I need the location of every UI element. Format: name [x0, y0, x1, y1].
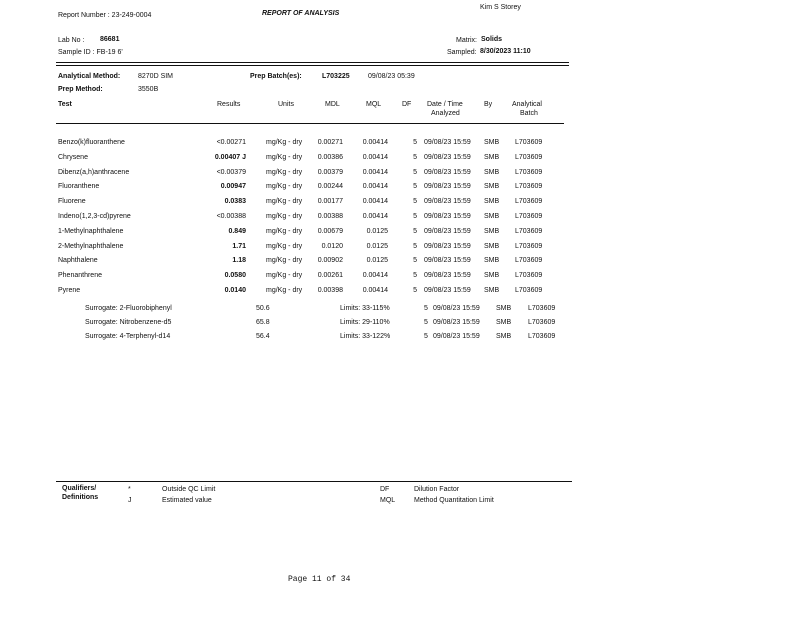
cell-result: 0.00407 J	[214, 153, 246, 161]
cell-units: mg/Kg - dry	[266, 183, 303, 191]
definition-desc: Dilution Factor	[414, 486, 460, 493]
cell-result: <0.00271	[216, 139, 246, 146]
col-df: DF	[402, 101, 412, 108]
prep-batch-date: 09/08/23 05:39	[368, 73, 415, 80]
surrogate-date: 09/08/23 15:59	[433, 333, 480, 340]
cell-units: mg/Kg - dry	[266, 168, 303, 176]
cell-mql: 0.00414	[362, 213, 388, 220]
cell-test: 2-Methylnaphthalene	[58, 242, 124, 250]
cell-units: mg/Kg - dry	[266, 242, 303, 250]
cell-batch: L703609	[515, 153, 543, 161]
cell-mql: 0.00414	[362, 272, 388, 280]
matrix-value: Solids	[481, 36, 503, 43]
col-test: Test	[58, 101, 72, 108]
cell-units: mg/Kg - dry	[266, 272, 303, 280]
surrogate-df: 5	[424, 333, 428, 340]
cell-date: 09/08/23 15:59	[424, 272, 471, 280]
table-row	[0, 154, 800, 164]
prep-batch-label: Prep Batch(es):	[250, 73, 302, 80]
qualifier-desc: Outside QC Limit	[162, 486, 216, 493]
cell-test: Benzo(k)fluoranthene	[58, 139, 125, 146]
cell-units: mg/Kg - dry	[266, 198, 303, 206]
table-row	[0, 272, 800, 282]
sampled-label: Sampled:	[447, 49, 477, 56]
col-results: Results	[217, 101, 241, 108]
surrogate-date: 09/08/23 15:59	[433, 319, 480, 326]
sample-id: Sample ID : FB-19 6'	[58, 49, 123, 56]
col-mdl: MDL	[325, 101, 340, 108]
cell-result: <0.00379	[216, 168, 246, 176]
cell-result: 1.71	[232, 242, 246, 250]
cell-test: Naphthalene	[58, 257, 98, 265]
definitions-label: Definitions	[62, 494, 99, 501]
cell-date: 09/08/23 15:59	[424, 183, 471, 191]
cell-result: 0.0580	[224, 272, 246, 280]
cell-test: Dibenz(a,h)anthracene	[58, 168, 130, 176]
cell-date: 09/08/23 15:59	[424, 257, 471, 265]
cell-mdl: 0.00388	[317, 213, 343, 220]
cell-mdl: 0.00261	[317, 272, 343, 280]
cell-batch: L703609	[515, 257, 543, 265]
cell-batch: L703609	[515, 242, 543, 250]
col-by: By	[484, 101, 493, 108]
surrogate-df: 5	[424, 305, 428, 312]
cell-by: SMB	[484, 213, 500, 220]
cell-date: 09/08/23 15:59	[424, 198, 471, 206]
cell-units: mg/Kg - dry	[266, 227, 303, 235]
analytical-method: 8270D SIM	[138, 73, 174, 80]
cell-date: 09/08/23 15:59	[424, 287, 471, 294]
cell-df: 5	[413, 287, 417, 294]
cell-df: 5	[413, 227, 417, 235]
cell-df: 5	[413, 183, 417, 191]
cell-mql: 0.0125	[366, 227, 388, 235]
cell-by: SMB	[484, 227, 500, 235]
cell-mql: 0.00414	[362, 198, 388, 206]
col-date-2: Analyzed	[431, 110, 460, 117]
cell-by: SMB	[484, 183, 500, 191]
surrogate-limits: Limits: 33-122%	[340, 333, 391, 340]
cell-date: 09/08/23 15:59	[424, 168, 471, 176]
cell-date: 09/08/23 15:59	[424, 242, 471, 250]
definition-code: MQL	[380, 497, 396, 504]
cell-date: 09/08/23 15:59	[424, 153, 471, 161]
col-batch: Analytical	[512, 101, 542, 108]
surrogate-batch: L703609	[528, 319, 556, 326]
surrogate-by: SMB	[496, 305, 512, 312]
prep-batch: L703225	[322, 73, 350, 80]
cell-df: 5	[413, 139, 417, 146]
cell-test: Phenanthrene	[58, 272, 102, 280]
cell-by: SMB	[484, 257, 500, 265]
cell-result: 0.00947	[220, 183, 246, 191]
cell-mdl: 0.00386	[317, 153, 343, 161]
cell-mdl: 0.00679	[317, 227, 343, 235]
matrix-label: Matrix:	[456, 37, 477, 44]
report-number: Report Number : 23-249-0004	[58, 12, 152, 19]
qualifier-code: *	[128, 486, 131, 493]
cell-mdl: 0.00902	[317, 257, 343, 265]
col-units: Units	[278, 101, 294, 108]
table-row	[0, 139, 800, 149]
table-row	[0, 198, 800, 208]
cell-by: SMB	[484, 153, 500, 161]
cell-df: 5	[413, 242, 417, 250]
surrogate-limits: Limits: 33-115%	[340, 305, 390, 312]
cell-batch: L703609	[515, 139, 543, 146]
cell-mdl: 0.00244	[317, 183, 343, 191]
table-row	[0, 257, 800, 267]
surrogate-result: 56.4	[256, 333, 270, 340]
cell-by: SMB	[484, 287, 500, 294]
surrogate-batch: L703609	[528, 305, 556, 312]
surrogate-name: Surrogate: Nitrobenzene-d5	[85, 319, 172, 326]
qualifier-desc: Estimated value	[162, 497, 212, 504]
prep-method: 3550B	[138, 86, 159, 93]
table-row	[0, 213, 800, 223]
cell-by: SMB	[484, 242, 500, 250]
cell-by: SMB	[484, 198, 500, 206]
cell-batch: L703609	[515, 272, 543, 280]
surrogate-df: 5	[424, 319, 428, 326]
cell-units: mg/Kg - dry	[266, 287, 303, 294]
cell-mdl: 0.00398	[317, 287, 343, 294]
cell-df: 5	[413, 153, 417, 161]
definition-desc: Method Quantitation Limit	[414, 497, 494, 504]
sampled-value: 8/30/2023 11:10	[480, 48, 531, 55]
table-row	[0, 243, 800, 253]
qualifier-code: J	[128, 497, 132, 504]
cell-mql: 0.00414	[362, 287, 388, 294]
surrogate-name: Surrogate: 2-Fluorobiphenyl	[85, 305, 172, 312]
cell-test: Chrysene	[58, 153, 88, 161]
surrogate-row	[0, 333, 800, 343]
table-row	[0, 228, 800, 238]
cell-units: mg/Kg - dry	[266, 139, 303, 146]
qualifiers-label: Qualifiers/	[62, 485, 97, 492]
cell-result: 1.18	[232, 257, 246, 265]
cell-test: Fluorene	[58, 198, 86, 206]
prep-method-label: Prep Method:	[58, 86, 103, 93]
cell-units: mg/Kg - dry	[266, 213, 303, 220]
cell-mql: 0.0125	[366, 257, 388, 265]
cell-units: mg/Kg - dry	[266, 153, 303, 161]
lab-no: 86681	[100, 36, 120, 43]
surrogate-row	[0, 319, 800, 329]
surrogate-result: 65.8	[256, 319, 270, 326]
col-date: Date / Time	[427, 101, 463, 108]
cell-mdl: 0.00379	[317, 168, 343, 176]
cell-df: 5	[413, 257, 417, 265]
definition-code: DF	[380, 486, 390, 493]
cell-units: mg/Kg - dry	[266, 257, 303, 265]
cell-mql: 0.00414	[362, 168, 388, 176]
table-row	[0, 287, 800, 297]
cell-df: 5	[413, 198, 417, 206]
cell-result: 0.849	[228, 227, 246, 235]
cell-test: Pyrene	[58, 287, 81, 294]
cell-df: 5	[413, 272, 417, 280]
col-mql: MQL	[366, 101, 382, 108]
cell-batch: L703609	[515, 287, 543, 294]
cell-batch: L703609	[515, 168, 543, 176]
cell-date: 09/08/23 15:59	[424, 213, 471, 220]
report-title: REPORT OF ANALYSIS	[262, 10, 340, 17]
surrogate-batch: L703609	[528, 333, 556, 340]
table-row	[0, 183, 800, 193]
col-batch-2: Batch	[520, 110, 538, 117]
table-row	[0, 169, 800, 179]
cell-mdl: 0.00177	[317, 198, 343, 206]
cell-mql: 0.00414	[362, 183, 388, 191]
cell-batch: L703609	[515, 227, 543, 235]
cell-test: Fluoranthene	[58, 183, 100, 191]
surrogate-name: Surrogate: 4-Terphenyl-d14	[85, 333, 171, 340]
surrogate-row	[0, 305, 800, 315]
cell-result: <0.00388	[216, 213, 246, 220]
cell-by: SMB	[484, 272, 500, 280]
cell-batch: L703609	[515, 183, 543, 191]
surrogate-by: SMB	[496, 319, 512, 326]
page-number: Page 11 of 34	[288, 575, 351, 584]
cell-batch: L703609	[515, 213, 543, 220]
cell-mql: 0.00414	[362, 139, 388, 146]
lab-no-label: Lab No :	[58, 37, 85, 44]
surrogate-date: 09/08/23 15:59	[433, 305, 480, 312]
cell-mdl: 0.00271	[317, 139, 343, 146]
surrogate-result: 50.6	[256, 305, 270, 312]
cell-mdl: 0.0120	[321, 242, 343, 250]
cell-result: 0.0383	[224, 198, 246, 206]
cell-mql: 0.0125	[366, 242, 388, 250]
surrogate-by: SMB	[496, 333, 512, 340]
cell-result: 0.0140	[224, 287, 246, 294]
cell-df: 5	[413, 213, 417, 220]
cell-mql: 0.00414	[362, 153, 388, 161]
cell-by: SMB	[484, 139, 500, 146]
cell-test: 1-Methylnaphthalene	[58, 227, 124, 235]
surrogate-limits: Limits: 29-110%	[340, 319, 390, 326]
cell-date: 09/08/23 15:59	[424, 227, 471, 235]
cell-batch: L703609	[515, 198, 543, 206]
cell-test: Indeno(1,2,3-cd)pyrene	[58, 213, 131, 220]
cell-date: 09/08/23 15:59	[424, 139, 471, 146]
cell-df: 5	[413, 168, 417, 176]
analytical-method-label: Analytical Method:	[58, 73, 121, 80]
client-name: Kim S Storey	[480, 4, 521, 11]
cell-by: SMB	[484, 168, 500, 176]
